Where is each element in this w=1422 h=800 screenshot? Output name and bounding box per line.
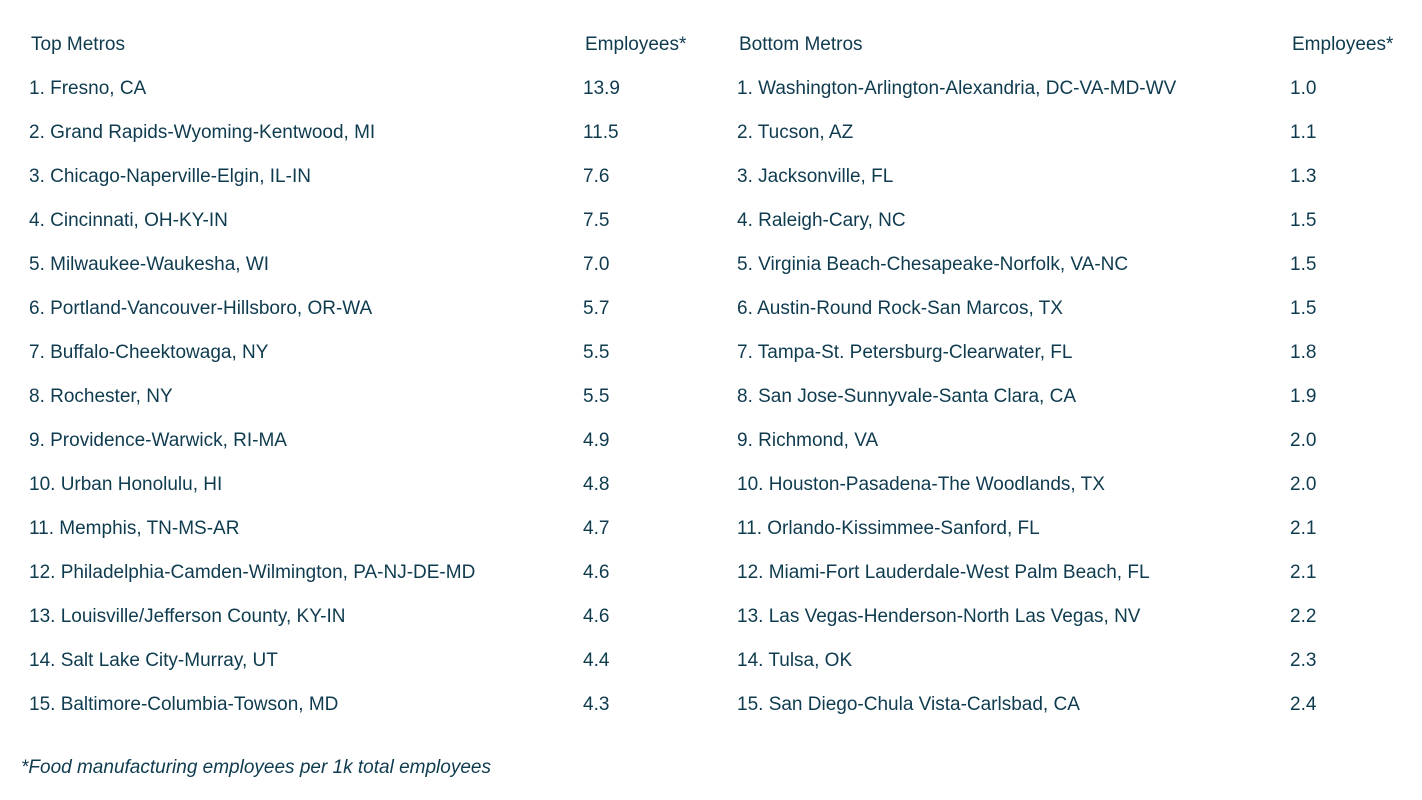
metro-name: 3. Chicago-Naperville-Elgin, IL-IN [29,166,311,187]
employees-value: 5.7 [583,298,610,319]
bottom-metro-row [708,594,1408,638]
metro-name: 1. Washington-Arlington-Alexandria, DC-VA-MD-WV [737,78,1177,99]
top-metro-row [0,110,700,154]
employees-value: 1.9 [1290,386,1317,407]
bottom-metro-row [708,198,1408,242]
top-metro-row [0,154,700,198]
employees-value: 4.8 [583,474,610,495]
metro-name: 3. Jacksonville, FL [737,166,894,187]
bottom-metro-row [708,506,1408,550]
bottom-metros-header: Bottom Metros [739,34,863,55]
employees-value: 1.5 [1290,210,1317,231]
bottom-metro-row [708,550,1408,594]
bottom-metro-row [708,374,1408,418]
bottom-metro-row [708,462,1408,506]
bottom-metro-row [708,110,1408,154]
top-metro-row [0,462,700,506]
employees-value: 2.3 [1290,650,1317,671]
metro-name: 10. Houston-Pasadena-The Woodlands, TX [737,474,1105,495]
top-metro-row [0,506,700,550]
top-metro-row [0,242,700,286]
bottom-metro-row [708,66,1408,110]
employees-value: 4.6 [583,562,610,583]
employees-value: 13.9 [583,78,620,99]
employees-value: 2.4 [1290,694,1317,715]
employees-value: 4.7 [583,518,610,539]
metro-name: 9. Richmond, VA [737,430,879,451]
metro-name: 6. Portland-Vancouver-Hillsboro, OR-WA [29,298,373,319]
bottom-employees-header: Employees* [1292,34,1394,55]
bottom-metro-row [708,286,1408,330]
bottom-metro-row [708,330,1408,374]
employees-value: 2.1 [1290,518,1317,539]
bottom-metro-row [708,154,1408,198]
metro-name: 4. Raleigh-Cary, NC [737,210,906,231]
metro-name: 14. Salt Lake City-Murray, UT [29,650,278,671]
employees-value: 4.6 [583,606,610,627]
employees-value: 2.0 [1290,474,1317,495]
metro-name: 11. Memphis, TN-MS-AR [29,518,240,539]
bottom-metro-row [708,682,1408,726]
employees-value: 5.5 [583,386,610,407]
employees-value: 4.9 [583,430,610,451]
metro-name: 12. Philadelphia-Camden-Wilmington, PA-NJ-DE-MD [29,562,476,583]
metro-name: 7. Buffalo-Cheektowaga, NY [29,342,269,363]
metro-name: 4. Cincinnati, OH-KY-IN [29,210,228,231]
top-employees-header: Employees* [585,34,687,55]
employees-value: 7.5 [583,210,610,231]
top-metro-row [0,374,700,418]
metro-name: 1. Fresno, CA [29,78,147,99]
top-metros-header: Top Metros [31,34,125,55]
top-metro-row [0,550,700,594]
top-metro-row [0,682,700,726]
employees-value: 4.4 [583,650,610,671]
employees-value: 2.2 [1290,606,1317,627]
employees-value: 5.5 [583,342,610,363]
employees-value: 11.5 [583,122,619,143]
top-metro-row [0,286,700,330]
metro-name: 5. Virginia Beach-Chesapeake-Norfolk, VA-NC [737,254,1129,275]
top-metro-row [0,66,700,110]
footnote: *Food manufacturing employees per 1k total employees [21,757,491,778]
top-metro-row [0,638,700,682]
metro-name: 14. Tulsa, OK [737,650,853,671]
metro-name: 10. Urban Honolulu, HI [29,474,223,495]
metro-name: 5. Milwaukee-Waukesha, WI [29,254,270,275]
metro-name: 13. Las Vegas-Henderson-North Las Vegas, NV [737,606,1141,627]
metro-name: 15. San Diego-Chula Vista-Carlsbad, CA [737,694,1080,715]
bottom-metro-row [708,242,1408,286]
metro-name: 8. San Jose-Sunnyvale-Santa Clara, CA [737,386,1077,407]
employees-value: 1.0 [1290,78,1317,99]
bottom-metro-row [708,418,1408,462]
metro-name: 2. Grand Rapids-Wyoming-Kentwood, MI [29,122,376,143]
employees-value: 7.6 [583,166,610,187]
top-metro-row [0,198,700,242]
metro-name: 12. Miami-Fort Lauderdale-West Palm Beach, FL [737,562,1150,583]
employees-value: 1.1 [1290,122,1317,143]
employees-value: 1.3 [1290,166,1317,187]
metro-name: 6. Austin-Round Rock-San Marcos, TX [737,298,1063,319]
employees-value: 2.1 [1290,562,1317,583]
metro-name: 8. Rochester, NY [29,386,173,407]
metro-name: 2. Tucson, AZ [737,122,854,143]
employees-value: 2.0 [1290,430,1317,451]
bottom-metros-list [708,66,1408,726]
top-metro-row [0,330,700,374]
employees-value: 7.0 [583,254,610,275]
employees-value: 1.8 [1290,342,1317,363]
employees-value: 1.5 [1290,298,1317,319]
top-metro-row [0,418,700,462]
metro-name: 9. Providence-Warwick, RI-MA [29,430,287,451]
top-metros-list [0,66,700,726]
metro-name: 11. Orlando-Kissimmee-Sanford, FL [737,518,1040,539]
employees-value: 4.3 [583,694,610,715]
metro-name: 15. Baltimore-Columbia-Towson, MD [29,694,339,715]
top-metro-row [0,594,700,638]
bottom-metro-row [708,638,1408,682]
metro-name: 13. Louisville/Jefferson County, KY-IN [29,606,346,627]
metro-name: 7. Tampa-St. Petersburg-Clearwater, FL [737,342,1073,363]
employees-value: 1.5 [1290,254,1317,275]
